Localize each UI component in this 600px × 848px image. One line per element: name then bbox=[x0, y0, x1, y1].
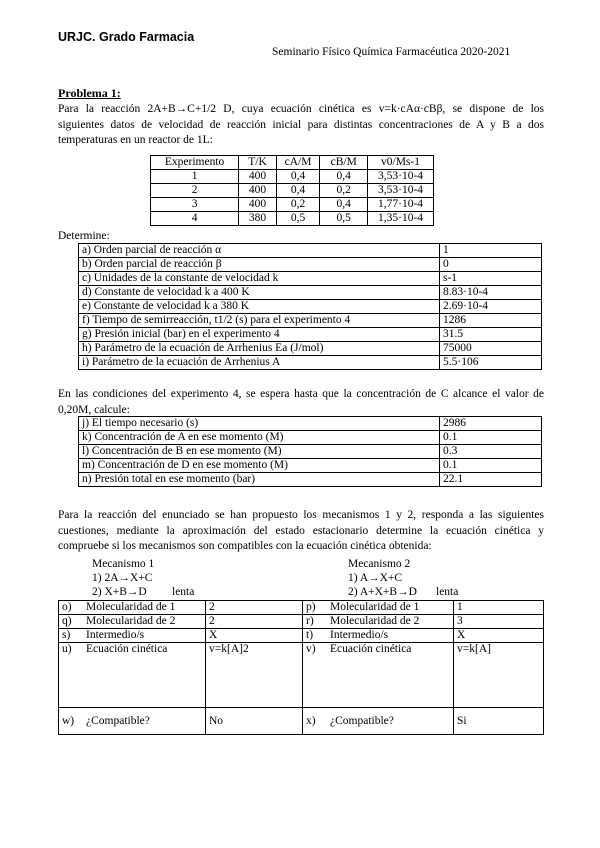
question-cell: i) Parámetro de la ecuación de Arrhenius A bbox=[79, 356, 440, 370]
table-row bbox=[79, 459, 542, 473]
cell: 0,2 bbox=[320, 184, 368, 198]
question-cell: c) Unidades de la constante de velocidad k bbox=[79, 272, 440, 286]
cell: 1,35·10-4 bbox=[368, 212, 434, 226]
table-row bbox=[151, 184, 434, 198]
mech-line: Para la reacción del enunciado se han propuesto los mecanismos 1 y 2, responda a las siguientes bbox=[58, 509, 544, 521]
question-cell: Intermedio/s bbox=[327, 629, 454, 643]
item-letter: v) bbox=[303, 643, 328, 708]
cell: 400 bbox=[239, 170, 277, 184]
answer-cell: 8.83·10-4 bbox=[440, 286, 542, 300]
item-letter: u) bbox=[59, 643, 84, 708]
col-header: cB/M bbox=[320, 156, 368, 170]
answer-cell: 2.69·10-4 bbox=[440, 300, 542, 314]
cell: 0,4 bbox=[320, 170, 368, 184]
answer-cell: 2 bbox=[206, 615, 303, 629]
exp4-line: 0,20M, calcule: bbox=[58, 403, 130, 416]
question-cell: ¿Compatible? bbox=[83, 708, 206, 735]
answer-cell: 1 bbox=[440, 244, 542, 258]
cell: 1,77·10-4 bbox=[368, 198, 434, 212]
cell: 0,4 bbox=[276, 170, 320, 184]
answer-cell: X bbox=[454, 629, 544, 643]
cell: 0,5 bbox=[276, 212, 320, 226]
answer-cell: 5.5·106 bbox=[440, 356, 542, 370]
table-row bbox=[79, 286, 542, 300]
question-cell: Ecuación cinética bbox=[83, 643, 206, 708]
table-row bbox=[79, 314, 542, 328]
table-row bbox=[59, 708, 544, 735]
header-course: Seminario Físico Química Farmacéutica 2020-2021 bbox=[272, 46, 511, 58]
cell: 1 bbox=[151, 170, 239, 184]
col-header: Experimento bbox=[151, 156, 239, 170]
answer-cell: X bbox=[206, 629, 303, 643]
experiment-table bbox=[150, 155, 434, 226]
mechanism-1-title: Mecanismo 1 bbox=[92, 558, 155, 570]
question-cell: Molecularidad de 2 bbox=[83, 615, 206, 629]
answer-cell: s-1 bbox=[440, 272, 542, 286]
mechanisms-table bbox=[58, 600, 544, 735]
answer-cell: Si bbox=[454, 708, 544, 735]
item-letter: p) bbox=[303, 601, 328, 615]
question-cell: Molecularidad de 1 bbox=[83, 601, 206, 615]
cell: 0,2 bbox=[276, 198, 320, 212]
item-letter: x) bbox=[303, 708, 328, 735]
exp4-intro bbox=[58, 387, 544, 418]
question-cell: j) El tiempo necesario (s) bbox=[79, 417, 440, 431]
table-row bbox=[79, 258, 542, 272]
mechanism-1-slow-label: lenta bbox=[172, 586, 195, 598]
item-letter: o) bbox=[59, 601, 84, 615]
col-header: T/K bbox=[239, 156, 277, 170]
question-cell: Intermedio/s bbox=[83, 629, 206, 643]
question-cell: m) Concentración de D en ese momento (M) bbox=[79, 459, 440, 473]
intro-line: siguientes datos de velocidad de reacción inicial para distintas concentraciones de A y B a dos bbox=[58, 118, 544, 131]
question-cell: Ecuación cinética bbox=[327, 643, 454, 708]
cell: 3,53·10-4 bbox=[368, 184, 434, 198]
mechanism-1-step-2: 2) X+B→D bbox=[92, 586, 147, 598]
answer-cell: 22.1 bbox=[440, 473, 542, 487]
answer-cell: 0.1 bbox=[440, 459, 542, 473]
item-letter: s) bbox=[59, 629, 84, 643]
cell: 0,4 bbox=[320, 198, 368, 212]
mechanisms-intro bbox=[58, 508, 544, 555]
cell: 0,5 bbox=[320, 212, 368, 226]
problem-intro bbox=[58, 102, 544, 149]
question-cell: Molecularidad de 2 bbox=[327, 615, 454, 629]
answer-cell: 31.5 bbox=[440, 328, 542, 342]
table-row bbox=[79, 300, 542, 314]
table-row bbox=[79, 431, 542, 445]
answer-cell: 1286 bbox=[440, 314, 542, 328]
table-header-row bbox=[151, 156, 434, 170]
question-cell: e) Constante de velocidad k a 380 K bbox=[79, 300, 440, 314]
table-row bbox=[59, 629, 544, 643]
question-cell: ¿Compatible? bbox=[327, 708, 454, 735]
question-cell: d) Constante de velocidad k a 400 K bbox=[79, 286, 440, 300]
cell: 400 bbox=[239, 184, 277, 198]
determine-label: Determine: bbox=[58, 230, 110, 242]
table-row bbox=[79, 272, 542, 286]
cell: 0,4 bbox=[276, 184, 320, 198]
answer-cell: v=k[A] bbox=[454, 643, 544, 708]
table-row bbox=[79, 328, 542, 342]
question-cell: Molecularidad de 1 bbox=[327, 601, 454, 615]
table-row bbox=[79, 417, 542, 431]
table-row bbox=[79, 356, 542, 370]
mechanism-2-step-1: 1) A→X+C bbox=[348, 572, 403, 584]
table-row bbox=[151, 212, 434, 226]
mechanism-2-slow-label: lenta bbox=[436, 586, 459, 598]
table-row bbox=[151, 198, 434, 212]
cell: 2 bbox=[151, 184, 239, 198]
answer-cell: 0.1 bbox=[440, 431, 542, 445]
question-cell: h) Parámetro de la ecuación de Arrhenius Ea (J/mol) bbox=[79, 342, 440, 356]
answer-cell: 3 bbox=[454, 615, 544, 629]
exp4-table bbox=[78, 416, 542, 487]
answer-cell: No bbox=[206, 708, 303, 735]
mechanism-1-step-1: 1) 2A→X+C bbox=[92, 572, 153, 584]
determine-table bbox=[78, 243, 542, 370]
mech-line: cuestiones, mediante la aproximación del estado estacionario determine la ecuación cinética y bbox=[58, 524, 544, 537]
cell: 4 bbox=[151, 212, 239, 226]
question-cell: g) Presión inicial (bar) en el experimento 4 bbox=[79, 328, 440, 342]
question-cell: k) Concentración de A en ese momento (M) bbox=[79, 431, 440, 445]
table-row bbox=[59, 615, 544, 629]
answer-cell: 1 bbox=[454, 601, 544, 615]
col-header: cA/M bbox=[276, 156, 320, 170]
question-cell: l) Concentración de B en ese momento (M) bbox=[79, 445, 440, 459]
question-cell: f) Tiempo de semirreacción, t1/2 (s) para el experimento 4 bbox=[79, 314, 440, 328]
mechanism-2-title: Mecanismo 2 bbox=[348, 558, 411, 570]
cell: 400 bbox=[239, 198, 277, 212]
table-row bbox=[59, 643, 544, 708]
table-row bbox=[79, 244, 542, 258]
problem-title: Problema 1: bbox=[58, 86, 121, 100]
item-letter: w) bbox=[59, 708, 84, 735]
question-cell: a) Orden parcial de reacción α bbox=[79, 244, 440, 258]
item-letter: r) bbox=[303, 615, 328, 629]
answer-cell: 2 bbox=[206, 601, 303, 615]
cell: 3,53·10-4 bbox=[368, 170, 434, 184]
mech-line: compruebe si los mecanismos son compatibles con la ecuación cinética obtenida: bbox=[58, 540, 432, 552]
col-header: v0/Ms-1 bbox=[368, 156, 434, 170]
question-cell: b) Orden parcial de reacción β bbox=[79, 258, 440, 272]
question-cell: n) Presión total en ese momento (bar) bbox=[79, 473, 440, 487]
table-row bbox=[151, 170, 434, 184]
answer-cell: 0.3 bbox=[440, 445, 542, 459]
answer-cell: v=k[A]2 bbox=[206, 643, 303, 708]
cell: 3 bbox=[151, 198, 239, 212]
item-letter: q) bbox=[59, 615, 84, 629]
table-row bbox=[59, 601, 544, 615]
exp4-line: En las condiciones del experimento 4, se espera hasta que la concentración de C alcance el valor de bbox=[58, 388, 544, 400]
mechanism-2-step-2: 2) A+X+B→D bbox=[348, 586, 417, 598]
table-row bbox=[79, 473, 542, 487]
answer-cell: 2986 bbox=[440, 417, 542, 431]
cell: 380 bbox=[239, 212, 277, 226]
answer-cell: 0 bbox=[440, 258, 542, 272]
intro-line: Para la reacción 2A+B→C+1/2 D, cuya ecuación cinética es v=k·cAα·cBβ, se dispone de los bbox=[58, 103, 544, 115]
item-letter: t) bbox=[303, 629, 328, 643]
table-row bbox=[79, 342, 542, 356]
intro-line: temperaturas en un reactor de 1L: bbox=[58, 134, 213, 146]
table-row bbox=[79, 445, 542, 459]
answer-cell: 75000 bbox=[440, 342, 542, 356]
header-institution: URJC. Grado Farmacia bbox=[58, 30, 195, 44]
